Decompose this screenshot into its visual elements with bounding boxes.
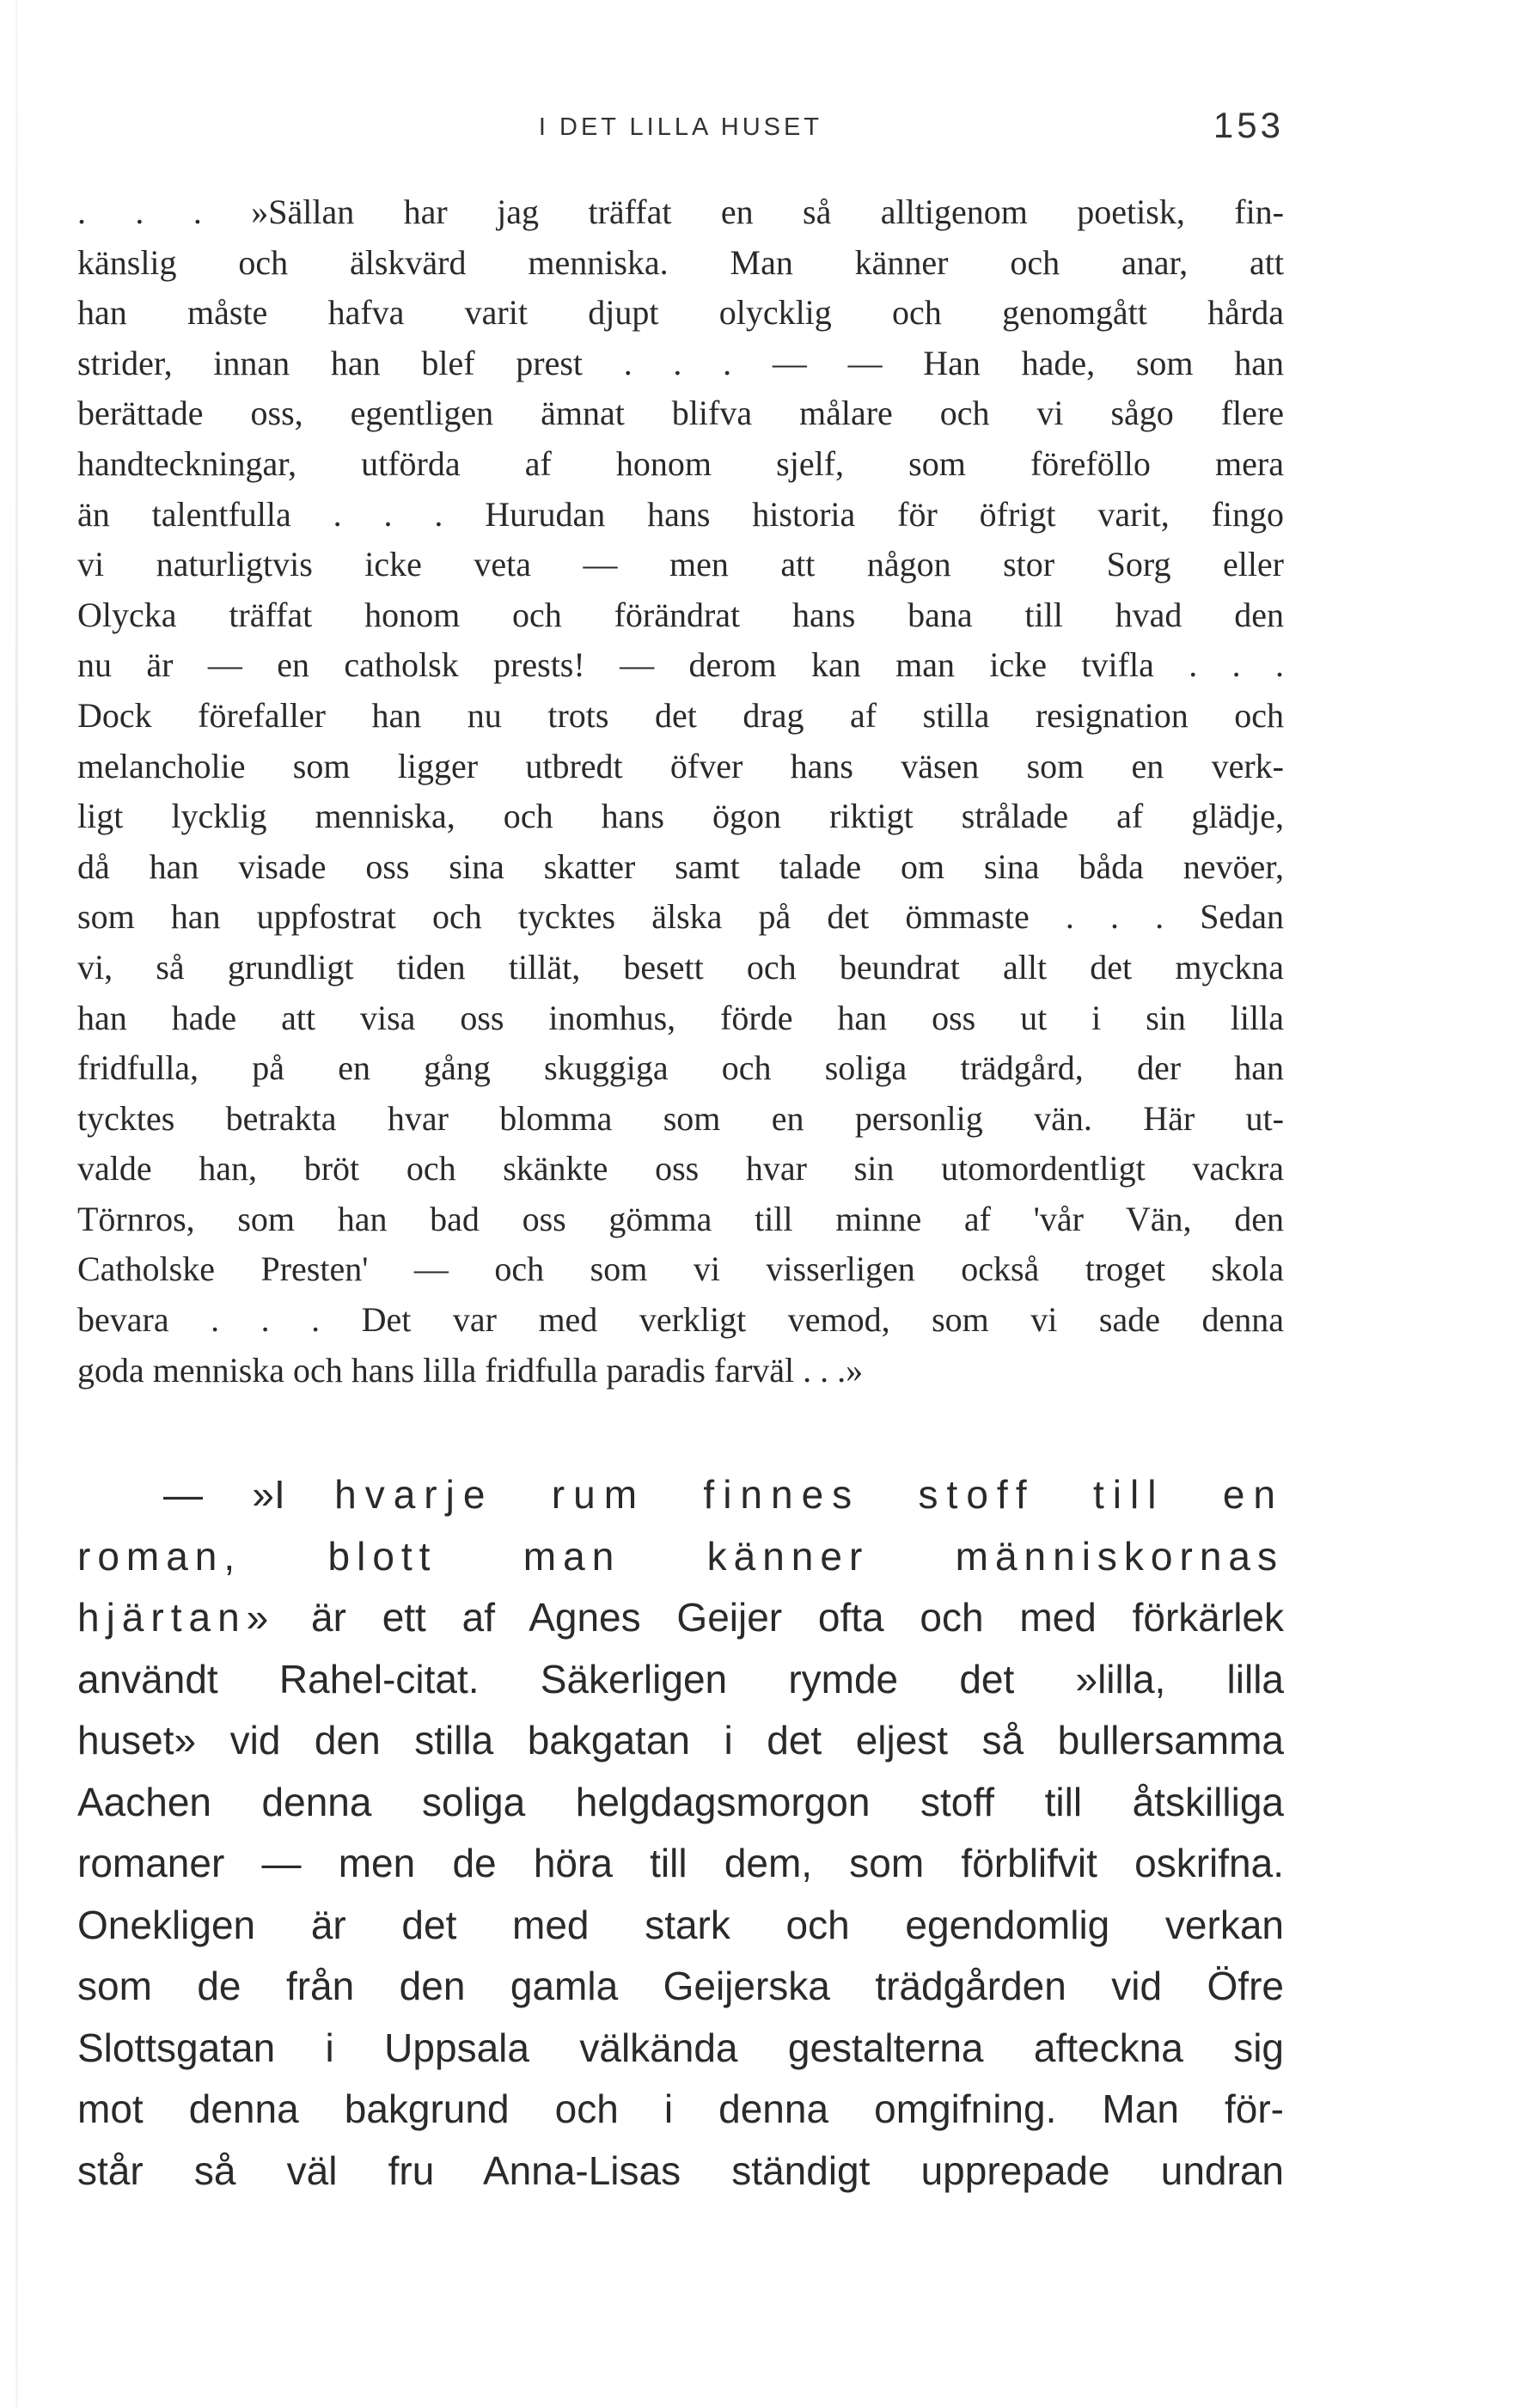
quote-line: ligt lycklig menniska, och hans ögon riktigt strålade af glädje, (77, 797, 1284, 836)
quote-line: Dock förefaller han nu trots det drag af stilla resignation och (77, 695, 1284, 735)
body-line: användt Rahel-citat. Säkerligen rymde det »lilla, lilla (77, 1656, 1284, 1701)
body-line: Aachen denna soliga helgdagsmorgon stoff till åtskilliga (77, 1779, 1284, 1824)
quote-line: bevara . . . Det var med verkligt vemod, som vi sade denna (77, 1300, 1284, 1340)
quote-line: . . . »Sällan har jag träffat en så alltigenom poetisk, fin- (77, 192, 1284, 231)
spaced-text: hjärtan» (77, 1595, 276, 1640)
quote-line: strider, innan han blef prest . . . — — Han hade, som han (77, 343, 1284, 382)
body-text-block (77, 1464, 1284, 2202)
body-line (77, 1464, 1284, 1526)
quote-line: Olycka träffat honom och förändrat hans bana till hvad den (77, 595, 1284, 634)
body-line: huset» vid den stilla bakgatan i det eljest så bullersamma (77, 1718, 1284, 1762)
quote-line: Törnros, som han bad oss gömma till minne af 'vår Vän, den (77, 1199, 1284, 1238)
quoted-letter-block (77, 187, 1284, 1396)
quote-line: än talentfulla . . . Hurudan hans historia för öfrigt varit, fingo (77, 494, 1284, 534)
body-line: som de från den gamla Geijerska trädgården vid Öfre (77, 1964, 1284, 2008)
quote-line: tycktes betrakta hvar blomma som en personlig vän. Här ut- (77, 1098, 1284, 1138)
body-line: roman, blott man känner människornas (77, 1533, 1284, 1579)
body-text: är ett af Agnes Geijer ofta och med förkärlek (275, 1595, 1284, 1640)
quote-line: han hade att visa oss inomhus, förde han oss ut i sin lilla (77, 998, 1284, 1037)
body-line (77, 1587, 1284, 1649)
page-edge-shadow (15, 0, 18, 2407)
body-line: Onekligen är det med stark och egendomlig verkan (77, 1902, 1284, 1947)
body-line: mot denna bakgrund och i denna omgifning. Man för- (77, 2086, 1284, 2131)
quote-line: nu är — en catholsk prests! — derom kan man icke tvifla . . . (77, 645, 1284, 685)
quote-line: vi naturligtvis icke veta — men att någon stor Sorg eller (77, 545, 1284, 584)
running-title: I DET LILLA HUSET (538, 113, 823, 141)
quote-line: fridfulla, på en gång skuggiga och soliga trädgård, der han (77, 1048, 1284, 1088)
quote-line: då han visade oss sina skatter samt talade om sina båda nevöer, (77, 846, 1284, 886)
body-line: Slottsgatan i Uppsala välkända gestalterna afteckna sig (77, 2025, 1284, 2070)
quote-line: goda menniska och hans lilla fridfulla paradis farväl . . .» (77, 1350, 864, 1390)
spaced-text: hvarje rum finnes stoff till en (334, 1472, 1284, 1517)
quote-line: som han uppfostrat och tycktes älska på det ömmaste . . . Sedan (77, 897, 1284, 937)
body-line: romaner — men de höra till dem, som förblifvit oskrifna. (77, 1841, 1284, 1885)
quote-line: vi, så grundligt tiden tillät, besett och beundrat allt det myckna (77, 947, 1284, 987)
page-header (77, 101, 1284, 153)
body-line: står så väl fru Anna-Lisas ständigt upprepade undran (77, 2147, 1284, 2193)
quote-line: känslig och älskvärd menniska. Man känner och anar, att (77, 242, 1284, 282)
quote-line: handteckningar, utförda af honom sjelf, som föreföllo mera (77, 443, 1284, 483)
quote-line: melancholie som ligger utbredt öfver hans väsen som en verk- (77, 746, 1284, 785)
line-dash: — »I (163, 1472, 285, 1517)
quote-line: berättade oss, egentligen ämnat blifva målare och vi sågo flere (77, 394, 1284, 433)
quote-line: valde han, bröt och skänkte oss hvar sin utomordentligt vackra (77, 1149, 1284, 1188)
page-number: 153 (1213, 105, 1284, 145)
quote-line: Catholske Presten' — och som vi visserligen också troget skola (77, 1249, 1284, 1289)
quote-line: han måste hafva varit djupt olycklig och genomgått hårda (77, 293, 1284, 333)
